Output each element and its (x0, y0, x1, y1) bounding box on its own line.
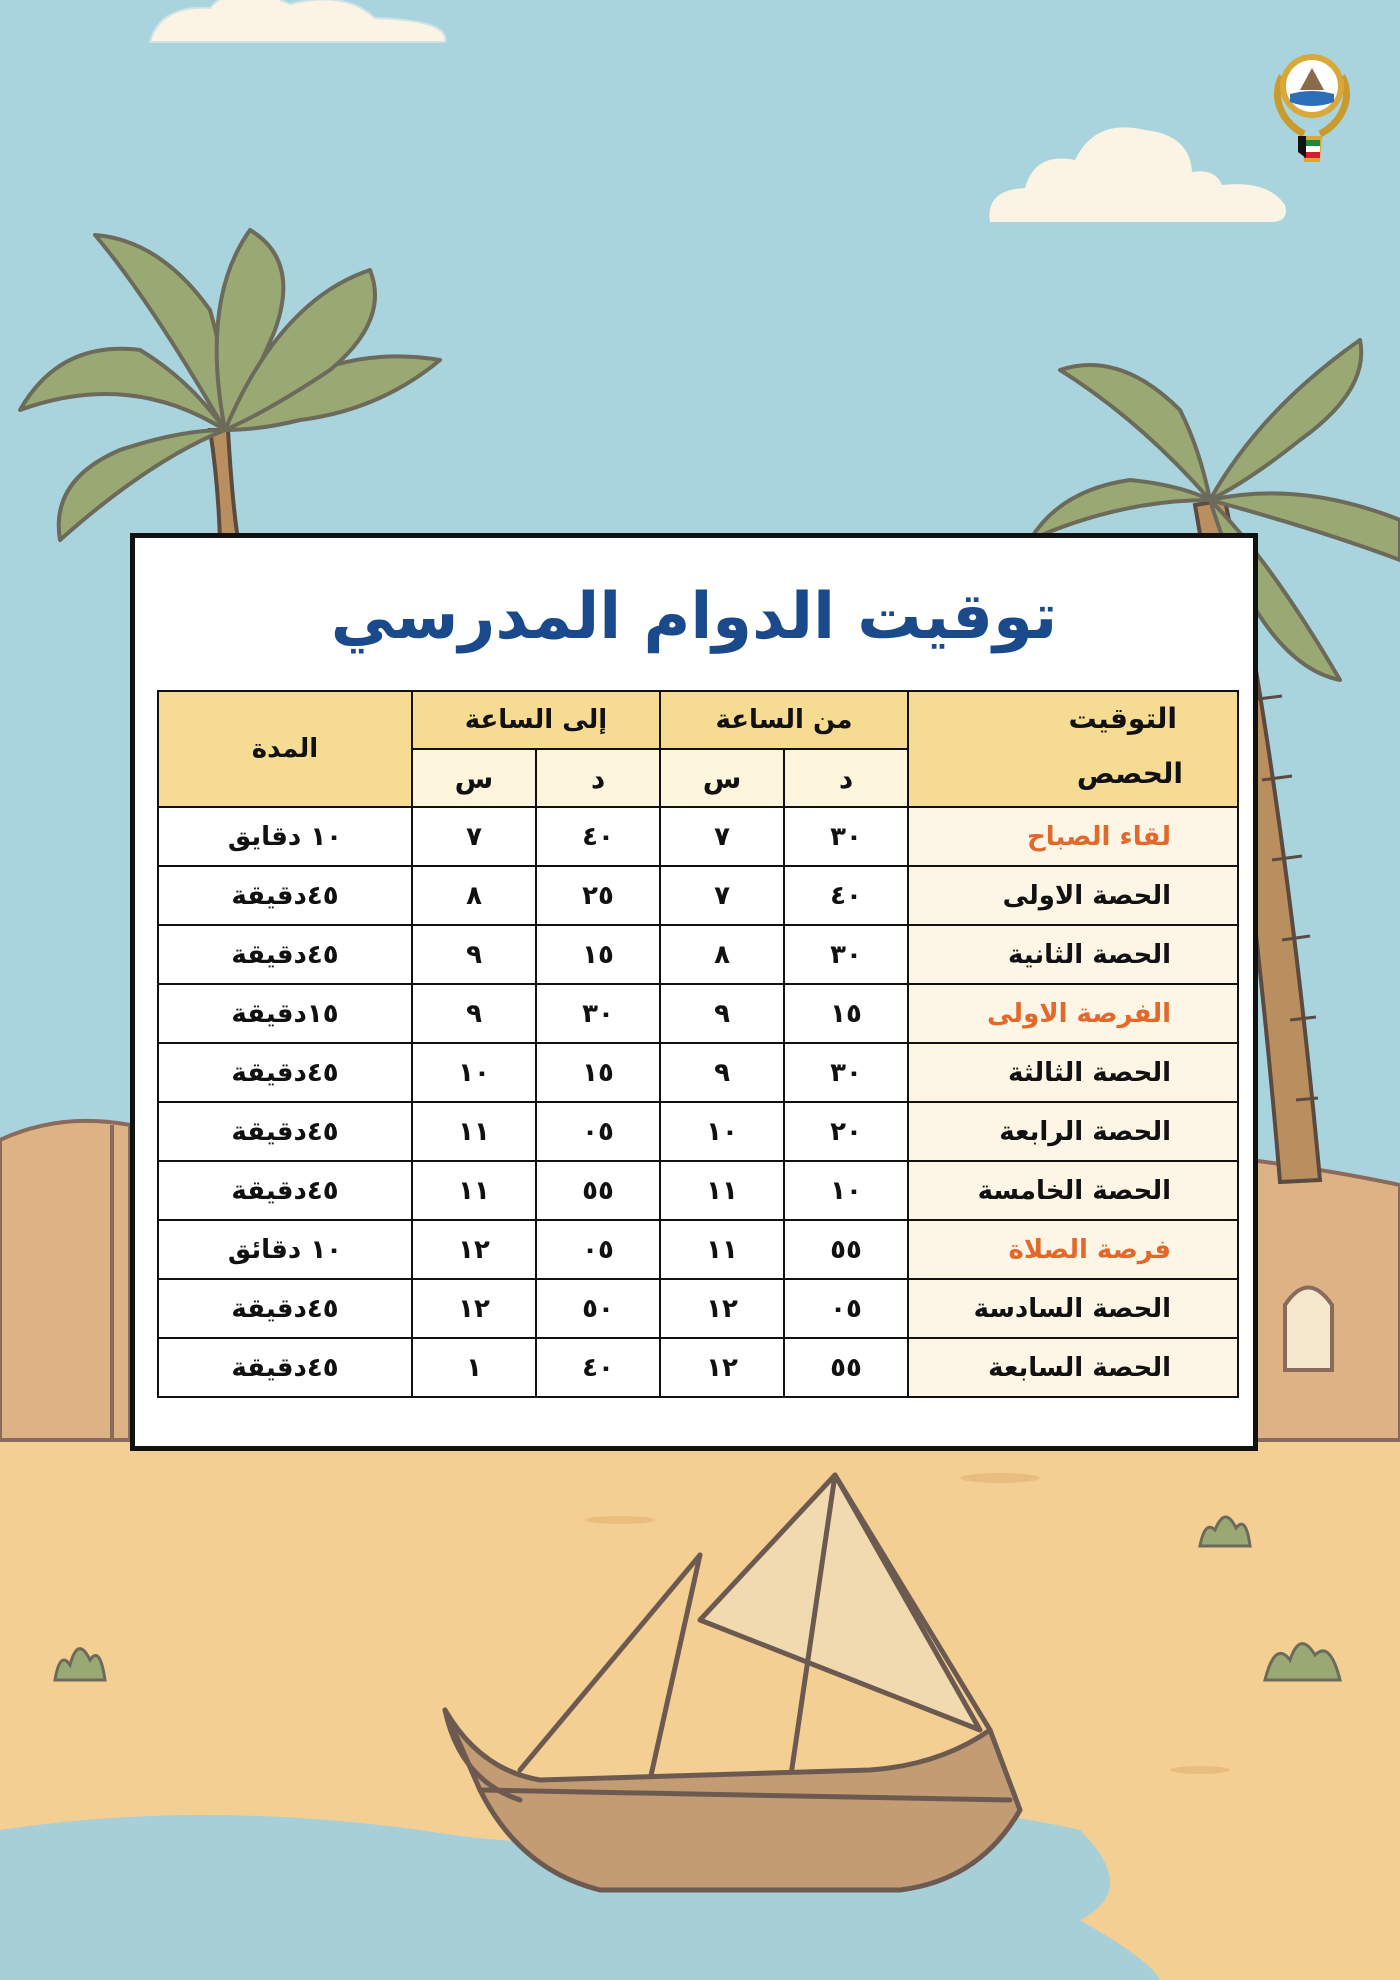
period-name: الفرصة الاولى (908, 984, 1238, 1043)
from-minute-cell: ٥٥ (784, 1220, 908, 1279)
from-minute-cell: ٢٠ (784, 1102, 908, 1161)
to-minute-cell: ٤٠ (536, 1338, 660, 1397)
to-minute-header: د (536, 749, 660, 807)
timing-label: التوقيت (1068, 702, 1178, 735)
from-hour-cell: ١٢ (660, 1279, 784, 1338)
from-hour-header: س (660, 749, 784, 807)
table-row (158, 807, 1238, 866)
to-hour-cell: ١١ (412, 1102, 536, 1161)
duration-cell: ١٠ دقائق (158, 1220, 412, 1279)
corner-header (908, 691, 1238, 807)
period-name: الحصة السادسة (908, 1279, 1238, 1338)
from-minute-header: د (784, 749, 908, 807)
to-minute-cell: ٢٥ (536, 866, 660, 925)
from-time-header: من الساعة (660, 691, 908, 749)
from-hour-cell: ١٢ (660, 1338, 784, 1397)
from-minute-cell: ٤٠ (784, 866, 908, 925)
to-hour-cell: ٨ (412, 866, 536, 925)
from-hour-cell: ٩ (660, 984, 784, 1043)
period-name: الحصة الخامسة (908, 1161, 1238, 1220)
duration-header: المدة (158, 691, 412, 807)
table-row (158, 1279, 1238, 1338)
duration-cell: ١٠ دقايق (158, 807, 412, 866)
to-minute-cell: ٤٠ (536, 807, 660, 866)
table-row (158, 984, 1238, 1043)
from-minute-cell: ٣٠ (784, 807, 908, 866)
table-row (158, 1338, 1238, 1397)
table-row (158, 925, 1238, 984)
to-minute-cell: ٠٥ (536, 1102, 660, 1161)
period-name: الحصة الثالثة (908, 1043, 1238, 1102)
from-minute-cell: ١٥ (784, 984, 908, 1043)
duration-cell: ٤٥دقيقة (158, 925, 412, 984)
table-row (158, 1220, 1238, 1279)
table-row (158, 1102, 1238, 1161)
from-hour-cell: ٧ (660, 866, 784, 925)
from-hour-cell: ٨ (660, 925, 784, 984)
duration-cell: ٤٥دقيقة (158, 1279, 412, 1338)
duration-cell: ٤٥دقيقة (158, 866, 412, 925)
schedule-card (130, 533, 1258, 1451)
duration-cell: ١٥دقيقة (158, 984, 412, 1043)
from-minute-cell: ٠٥ (784, 1279, 908, 1338)
from-minute-cell: ١٠ (784, 1161, 908, 1220)
period-name: الحصة السابعة (908, 1338, 1238, 1397)
schedule-rows (158, 807, 1238, 1397)
from-hour-cell: ١١ (660, 1220, 784, 1279)
to-minute-cell: ٠٥ (536, 1220, 660, 1279)
from-hour-cell: ١٠ (660, 1102, 784, 1161)
duration-cell: ٤٥دقيقة (158, 1043, 412, 1102)
from-minute-cell: ٣٠ (784, 1043, 908, 1102)
schedule-table (157, 690, 1239, 1398)
to-minute-cell: ٥٥ (536, 1161, 660, 1220)
table-row (158, 1161, 1238, 1220)
to-time-header: إلى الساعة (412, 691, 660, 749)
from-minute-cell: ٣٠ (784, 925, 908, 984)
fort-wall-left (0, 1121, 130, 1440)
from-hour-cell: ٩ (660, 1043, 784, 1102)
from-hour-cell: ٧ (660, 807, 784, 866)
to-hour-cell: ١ (412, 1338, 536, 1397)
page-title: توقيت الدوام المدرسي (330, 580, 1058, 654)
to-hour-cell: ١٢ (412, 1279, 536, 1338)
from-hour-cell: ١١ (660, 1161, 784, 1220)
to-hour-cell: ١٢ (412, 1220, 536, 1279)
fort-wall-right (1250, 1160, 1400, 1440)
to-hour-cell: ١١ (412, 1161, 536, 1220)
period-name: الحصة الاولى (908, 866, 1238, 925)
table-row (158, 1043, 1238, 1102)
to-hour-cell: ٧ (412, 807, 536, 866)
to-minute-cell: ١٥ (536, 1043, 660, 1102)
to-minute-cell: ٣٠ (536, 984, 660, 1043)
period-name: الحصة الرابعة (908, 1102, 1238, 1161)
duration-cell: ٤٥دقيقة (158, 1161, 412, 1220)
from-minute-cell: ٥٥ (784, 1338, 908, 1397)
duration-cell: ٤٥دقيقة (158, 1338, 412, 1397)
period-name: الحصة الثانية (908, 925, 1238, 984)
to-hour-cell: ٩ (412, 925, 536, 984)
to-hour-cell: ٩ (412, 984, 536, 1043)
period-name: لقاء الصباح (908, 807, 1238, 866)
to-minute-cell: ٥٠ (536, 1279, 660, 1338)
kuwait-emblem-icon (1262, 36, 1362, 166)
to-minute-cell: ١٥ (536, 925, 660, 984)
periods-label: الحصص (1076, 757, 1184, 790)
to-hour-header: س (412, 749, 536, 807)
duration-cell: ٤٥دقيقة (158, 1102, 412, 1161)
period-name: فرصة الصلاة (908, 1220, 1238, 1279)
to-hour-cell: ١٠ (412, 1043, 536, 1102)
table-row (158, 866, 1238, 925)
